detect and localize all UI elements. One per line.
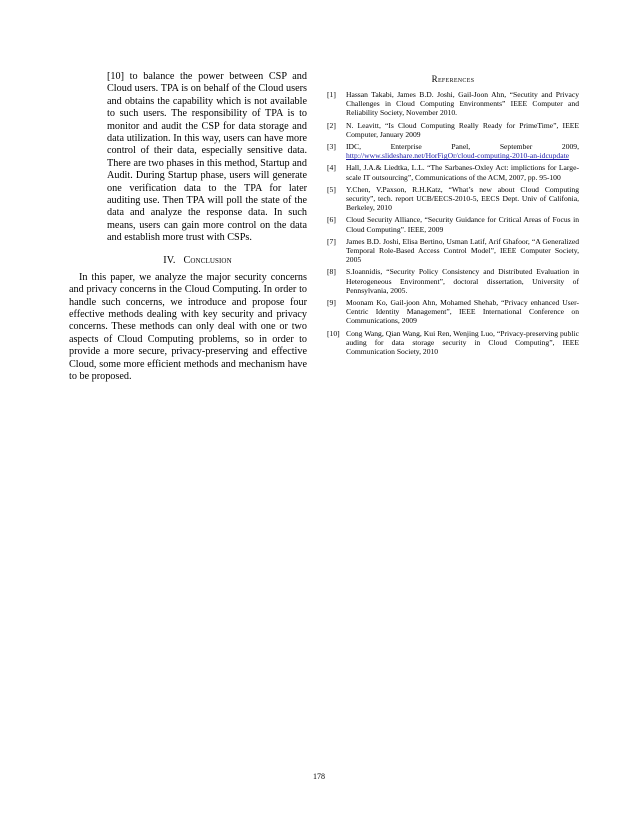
reference-item (327, 237, 579, 265)
reference-number: [2] (327, 120, 336, 130)
reference-number: [7] (327, 236, 336, 246)
reference-number: [5] (327, 184, 336, 194)
reference-item (327, 163, 579, 181)
continuation-paragraph: [10] to balance the power between CSP and Cloud users. TPA is on behalf of the Cloud users and obtains the capability which is not available to such users. The responsibility of TPA is to monitor and audit the CSP for data storage and data utilization. In this way, users can have more control of their data, especially sensitive data. There are two phases in this method, Startup and Audit. During Startup phase, users will generate one verification data to the TPA for later auditing use. Then TPA will poll the state of the data and analyze the response data. In such means, users can gain more control on the data and establish more trust with CSPs. (107, 71, 307, 244)
section-number: IV. (163, 254, 176, 266)
section-title: Conclusion (183, 254, 232, 266)
reference-number: [3] (327, 142, 336, 152)
reference-text: Y.Chen, V.Paxson, R.H.Katz, “What’s new about Cloud Computing security”, tech. report UCB/EECS-2010-5, EECS Dept. Univ of Califonia, Berkeley, 2010 (346, 184, 579, 213)
reference-item (327, 329, 579, 357)
page-number: 178 (313, 772, 325, 781)
section-heading-conclusion (88, 255, 307, 266)
left-column (69, 71, 307, 383)
conclusion-paragraph: In this paper, we analyze the major security concerns and privacy concerns in the Cloud Computing. In order to handle such concerns, we introduce and propose four effective methods dealing with key security and privacy concerns. These methods can only deal with one or two aspects of Cloud Computing problems, so in order to provide a more secure, privacy-preserving and effective Cloud, some more efficient methods and mechanism have to be proposed. (69, 271, 307, 382)
reference-text: Cloud Security Alliance, “Security Guidance for Critical Areas of Focus in Cloud Computing”. IEEE, 2009 (346, 215, 579, 234)
reference-number: [4] (327, 163, 336, 173)
reference-item (327, 298, 579, 326)
reference-text: James B.D. Joshi, Elisa Bertino, Usman Latif, Arif Ghafoor, “A Generalized Temporal Role-Based Access Control Model”, IEEE Computer Society, 2005 (346, 236, 579, 265)
reference-item (327, 121, 579, 139)
reference-text: S.Ioannidis, “Security Policy Consistency and Distributed Evaluation in Heterogeneous Environment”, doctoral dissertation, University of Pennsylvania, 2005. (346, 267, 579, 295)
reference-number: [9] (327, 298, 336, 308)
reference-number: [8] (327, 267, 336, 277)
reference-text: Hassan Takabi, James B.D. Joshi, Gail-Joon Ahn, “Secutity and Privacy Challenges in Cloud Computing Environments” IEEE Computer and Reliability Society, November 2010. (346, 90, 579, 118)
reference-number: [6] (327, 215, 336, 225)
reference-text: Moonam Ko, Gail-joon Ahn, Mohamed Shehab, “Privacy enhanced User-Centric Identity Management”, IEEE International Conference on Communications, 2009 (346, 298, 579, 326)
reference-text: N. Leavitt, “Is Cloud Computing Really Ready for PrimeTime”, IEEE Computer, January 2009 (346, 120, 579, 139)
reference-item (327, 142, 579, 160)
reference-number: [1] (327, 90, 336, 99)
reference-item (327, 90, 579, 118)
reference-link[interactable]: http://www.slideshare.net/HorFigOr/cloud-computing-2010-an-idcupdate (346, 151, 570, 161)
reference-text: Hall, J.A.& Liedtka, L.L. “The Sarbanes-Oxley Act: implictions for Large-scale IT outsourcing”, Communications of the ACM, 2007, pp. 95-100 (346, 163, 579, 182)
reference-number: [10] (327, 328, 340, 338)
reference-item (327, 267, 579, 295)
reference-item (327, 215, 579, 233)
reference-item (327, 185, 579, 213)
references-column (327, 71, 579, 359)
reference-text: Cong Wang, Qian Wang, Kui Ren, Wenjing Luo, “Privacy-preserving public auding for data storage security in Cloud Computing”, IEEE Communication Society, 2010 (346, 328, 579, 357)
references-heading: References (431, 74, 475, 84)
reference-text: IDC, Enterprise Panel, September 2009, (346, 142, 579, 152)
